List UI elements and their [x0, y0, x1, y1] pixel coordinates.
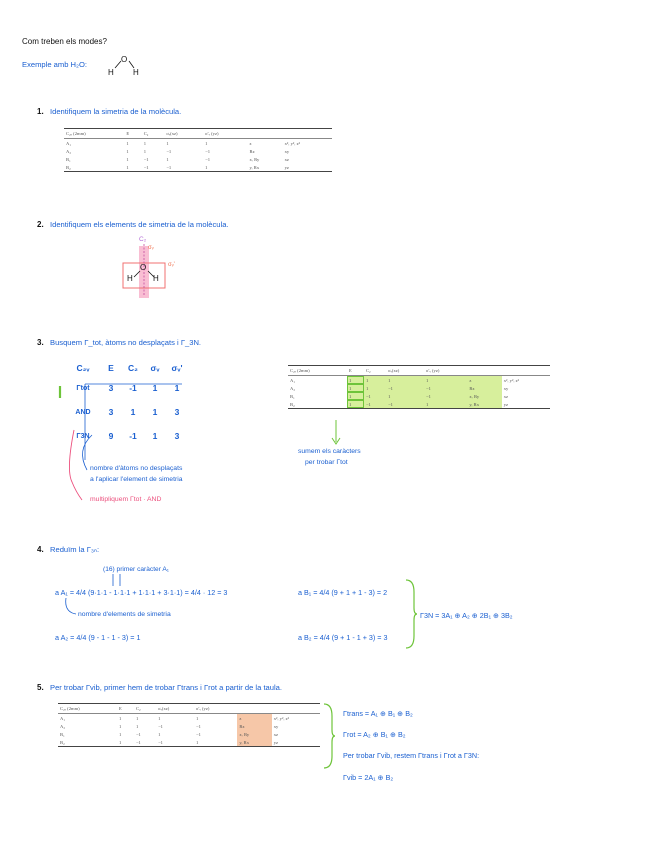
rep-table-cell: 3 [108, 407, 114, 417]
brace-icon [404, 578, 418, 650]
section-3-title: Busquem Γ_tot, àtoms no desplaçats i Γ_3N. [50, 338, 202, 347]
char-table-header-cell: C₂ᵥ (2mm) [64, 129, 124, 139]
char-table-cell: 1 [117, 738, 134, 747]
char-table-cell: 1 [347, 392, 364, 400]
rep-table-row-label: AND [75, 408, 91, 416]
char-table-cell: A₂ [60, 723, 65, 729]
note-group-order: nombre d'elements de simetria [78, 611, 171, 618]
section-2-number: 2. [37, 220, 44, 229]
char-table-cell: 1 [364, 384, 386, 392]
char-table-header-cell [248, 129, 283, 139]
char-table-cell: xy [284, 148, 290, 154]
char-table-cell: A₂ [290, 385, 295, 391]
symmetry-elements-sketch [110, 236, 190, 302]
char-table-cell: −1 [205, 148, 211, 154]
gamma-vib-result: Γvib = 2A₁ ⊕ B₂ [343, 773, 394, 782]
note-first-character: (16) primer caràcter A₁ [103, 566, 169, 573]
char-table-cell: 1 [205, 140, 208, 146]
char-table-cell: −1 [135, 731, 141, 737]
char-table-cell: xy [503, 385, 509, 391]
char-table-cell: −1 [158, 723, 163, 729]
char-table-header-cell [272, 704, 320, 714]
char-table-cell: −1 [142, 163, 165, 172]
char-table-cell: B₁ [66, 156, 71, 162]
character-table-1 [64, 128, 332, 172]
c2-axis-label: C₂ [139, 236, 147, 243]
rep-table-cell: 1 [152, 383, 158, 393]
char-table-cell: B₂ [288, 400, 347, 409]
char-table-row [64, 163, 332, 172]
rep-table-cell: 3 [174, 431, 180, 441]
char-table-cell: Rz [467, 384, 501, 392]
note-multiply: multipliquem Γtot · AND [90, 496, 162, 503]
char-table-header-cell: C₂ᵥ (2mm) [58, 704, 117, 714]
char-table-cell: 1 [424, 400, 467, 409]
char-table-cell: 1 [166, 156, 169, 162]
section-4-number: 4. [37, 545, 44, 554]
character-table-2 [288, 365, 550, 409]
char-table-cell: 1 [124, 163, 141, 172]
rep-table-header-cell: σᵥ [150, 363, 160, 373]
rep-table-cell: 1 [152, 407, 158, 417]
section-3-number: 3. [37, 338, 44, 347]
char-table-cell: x², y², z² [284, 140, 300, 146]
char-table-header-cell: σᵥ(xz) [156, 704, 194, 714]
char-table-header-cell [502, 366, 550, 376]
char-table-cell: 1 [118, 731, 122, 737]
note-undisplaced-atoms: nombre d'àtoms no desplaçats [90, 465, 183, 472]
char-table-header-cell [467, 366, 501, 376]
char-table-cell: 1 [126, 156, 129, 162]
char-table-row [58, 730, 320, 738]
coefficient-a2: a A₂ = 4/4 (9 - 1 - 1 - 3) = 1 [55, 633, 141, 642]
gamma-trans: Γtrans = A₁ ⊕ B₁ ⊕ B₂ [343, 709, 413, 718]
section-5-number: 5. [37, 683, 44, 692]
char-table-cell: y, Rx [467, 400, 501, 409]
arrow-down-icon [108, 574, 128, 588]
arrow-down-icon [330, 420, 350, 450]
char-table-header-cell: σᵥ(xz) [164, 129, 203, 139]
char-table-cell: Rz [237, 722, 271, 730]
char-table-cell: −1 [196, 723, 201, 729]
char-table-cell: 1 [118, 715, 122, 721]
char-table-row [58, 714, 320, 723]
char-table-cell: x, Ry [467, 392, 501, 400]
char-table-cell: B₁ [290, 393, 295, 399]
char-table-cell: z [467, 376, 501, 385]
char-table-cell: xz [284, 156, 289, 162]
char-table-header-cell: E [347, 366, 364, 376]
char-table-cell: x, Ry [237, 730, 271, 738]
rep-table-cell: -1 [129, 383, 137, 393]
char-table-row [288, 376, 550, 385]
char-table-cell: −1 [156, 738, 194, 747]
char-table-cell: 1 [196, 715, 199, 721]
rep-table-cell: 3 [108, 383, 114, 393]
char-table-header-cell: σ′ᵥ (yz) [203, 129, 247, 139]
char-table-cell: A₁ [66, 140, 71, 146]
char-table-cell: −1 [143, 156, 149, 162]
char-table-cell: yz [272, 738, 320, 747]
char-table-row [288, 400, 550, 409]
hydrogen-atom-right: H [133, 68, 139, 77]
coefficient-b1: a B₁ = 4/4 (9 + 1 + 1 - 3) = 2 [298, 588, 388, 597]
char-table-cell: x², y², z² [503, 377, 520, 383]
char-table-cell: 1 [126, 140, 129, 146]
char-table-cell: xz [273, 731, 279, 737]
rep-table-header-cell: C₂ᵥ [76, 363, 90, 373]
char-table-cell: 1 [347, 384, 364, 392]
example-label: Exemple amb H₂O: [22, 60, 87, 69]
rep-table-cell: 9 [108, 431, 114, 441]
coefficient-a1: a A₁ = 4/4 (9·1·1 - 1·1·1 + 1·1·1 + 3·1·1) = 4/4 · 12 = 3 [55, 588, 228, 597]
hydrogen-atom-right: H [153, 274, 159, 283]
char-table-cell: xy [273, 723, 279, 729]
section-2-title: Identifiquem els elements de simetria de la molècula. [50, 220, 229, 229]
char-table-cell: z [249, 140, 252, 146]
char-table-cell: y, Rx [248, 163, 283, 172]
char-table-header-cell: σ′ᵥ (yz) [424, 366, 467, 376]
rep-table-cell: -1 [129, 431, 137, 441]
char-table-cell: −1 [424, 392, 467, 400]
char-table-row [64, 139, 332, 148]
char-table-row [58, 722, 320, 730]
char-table-cell: −1 [364, 392, 386, 400]
char-table-cell: 1 [166, 140, 169, 146]
char-table-cell: 1 [158, 731, 161, 737]
char-table-cell: 1 [424, 376, 467, 385]
rep-table-header-cell: E [108, 363, 114, 373]
char-table-row [288, 384, 550, 392]
char-table-header-cell: C₂ [134, 704, 156, 714]
char-table-cell: Rz [249, 148, 255, 154]
char-table-cell: 1 [135, 715, 139, 721]
char-table-cell: 1 [386, 376, 424, 385]
char-table-cell: 1 [364, 376, 386, 385]
note-apply-symmetry: a l'aplicar l'element de simetria [90, 476, 183, 483]
rep-table-cell: 1 [130, 407, 136, 417]
section-1-number: 1. [37, 107, 44, 116]
sigma-v-label: σᵥ [148, 245, 154, 251]
char-table-cell: 1 [386, 392, 424, 400]
char-table-cell: xz [503, 393, 509, 399]
char-table-cell: A₂ [66, 148, 71, 154]
gamma-rot: Γrot = A₂ ⊕ B₁ ⊕ B₂ [343, 730, 406, 739]
char-table-cell: −1 [164, 163, 203, 172]
char-table-row [58, 738, 320, 747]
char-table-cell: y, Rx [237, 738, 271, 747]
char-table-row [64, 155, 332, 163]
char-table-header-cell [283, 129, 332, 139]
section-4-title: Reduïm la Γ₃ₙ: [50, 545, 100, 554]
subtraction-note: Per trobar Γvib, restem Γtrans i Γrot a Γ3N: [343, 751, 480, 760]
char-table-cell: −1 [364, 400, 386, 409]
char-table-row [64, 147, 332, 155]
char-table-cell: 1 [203, 163, 247, 172]
rep-table-cell: 3 [174, 407, 180, 417]
char-table-header-cell: C₂ [364, 366, 386, 376]
char-table-cell: A₁ [290, 377, 295, 383]
char-table-cell: 1 [347, 376, 364, 385]
char-table-row [288, 392, 550, 400]
char-table-cell: 1 [126, 148, 129, 154]
section-1-title: Identifiquem la simetria de la molècula. [50, 107, 182, 116]
char-table-cell: −1 [205, 156, 211, 162]
char-table-header-cell: C₂ᵥ (2mm) [288, 366, 347, 376]
char-table-header-cell [237, 704, 271, 714]
rep-table-row-label: Γ3N [76, 432, 90, 440]
rep-table-header-cell: σᵥ' [171, 363, 183, 373]
page-title: Com treben els modes? [22, 37, 107, 46]
char-table-cell: −1 [134, 738, 156, 747]
char-table-cell: x², y², z² [273, 715, 290, 721]
note-find-gamma-tot: per trobar Γtot [305, 459, 348, 466]
char-table-header-cell: C₂ [142, 129, 165, 139]
brace-icon [322, 702, 336, 770]
char-table-cell: B₂ [64, 163, 124, 172]
note-sum-characters: sumem els caràcters [298, 448, 361, 455]
char-table-cell: 1 [135, 723, 139, 729]
char-table-cell: B₁ [60, 731, 65, 737]
hydrogen-atom-left: H [127, 274, 133, 283]
oxygen-atom: O [121, 55, 128, 64]
char-table-cell: −1 [196, 731, 201, 737]
char-table-cell: −1 [386, 400, 424, 409]
char-table-cell: yz [502, 400, 550, 409]
oxygen-atom: O [140, 263, 147, 272]
section-5-title: Per trobar Γvib, primer hem de trobar Γtrans i Γrot a partir de la taula. [50, 683, 283, 692]
char-table-cell: −1 [386, 384, 424, 392]
gamma-3n-result: Γ3N = 3A₁ ⊕ A₂ ⊕ 2B₁ ⊕ 3B₂ [420, 611, 513, 620]
rep-table-row-label: Γtot [76, 384, 90, 392]
char-table-cell: z [237, 714, 271, 723]
char-table-cell: x, Ry [249, 156, 260, 162]
sigma-v-prime-label: σᵥ' [168, 262, 175, 268]
char-table-cell: 1 [118, 723, 122, 729]
char-table-cell: 1 [347, 400, 364, 409]
char-table-cell: 1 [143, 148, 146, 154]
char-table-header-cell: E [117, 704, 134, 714]
char-table-cell: −1 [424, 384, 467, 392]
char-table-cell: −1 [166, 148, 172, 154]
rep-table-cell: 1 [174, 383, 180, 393]
char-table-cell: yz [283, 163, 332, 172]
coefficient-b2: a B₂ = 4/4 (9 + 1 - 1 + 3) = 3 [298, 633, 388, 642]
char-table-cell: A₁ [60, 715, 65, 721]
section-3-annotation-lines [52, 370, 262, 510]
character-table-3 [58, 703, 320, 747]
hydrogen-atom-left: H [108, 68, 114, 77]
char-table-cell: 1 [194, 738, 237, 747]
rep-table-cell: 1 [152, 431, 158, 441]
char-table-cell: 1 [143, 140, 146, 146]
char-table-cell: 1 [158, 715, 161, 721]
char-table-header-cell: E [124, 129, 141, 139]
char-table-cell: B₂ [58, 738, 117, 747]
rep-table-header-cell: C₂ [128, 363, 138, 373]
char-table-header-cell: σ′ᵥ (yz) [194, 704, 237, 714]
char-table-header-cell: σᵥ(xz) [386, 366, 424, 376]
water-molecule-sketch [100, 52, 150, 80]
